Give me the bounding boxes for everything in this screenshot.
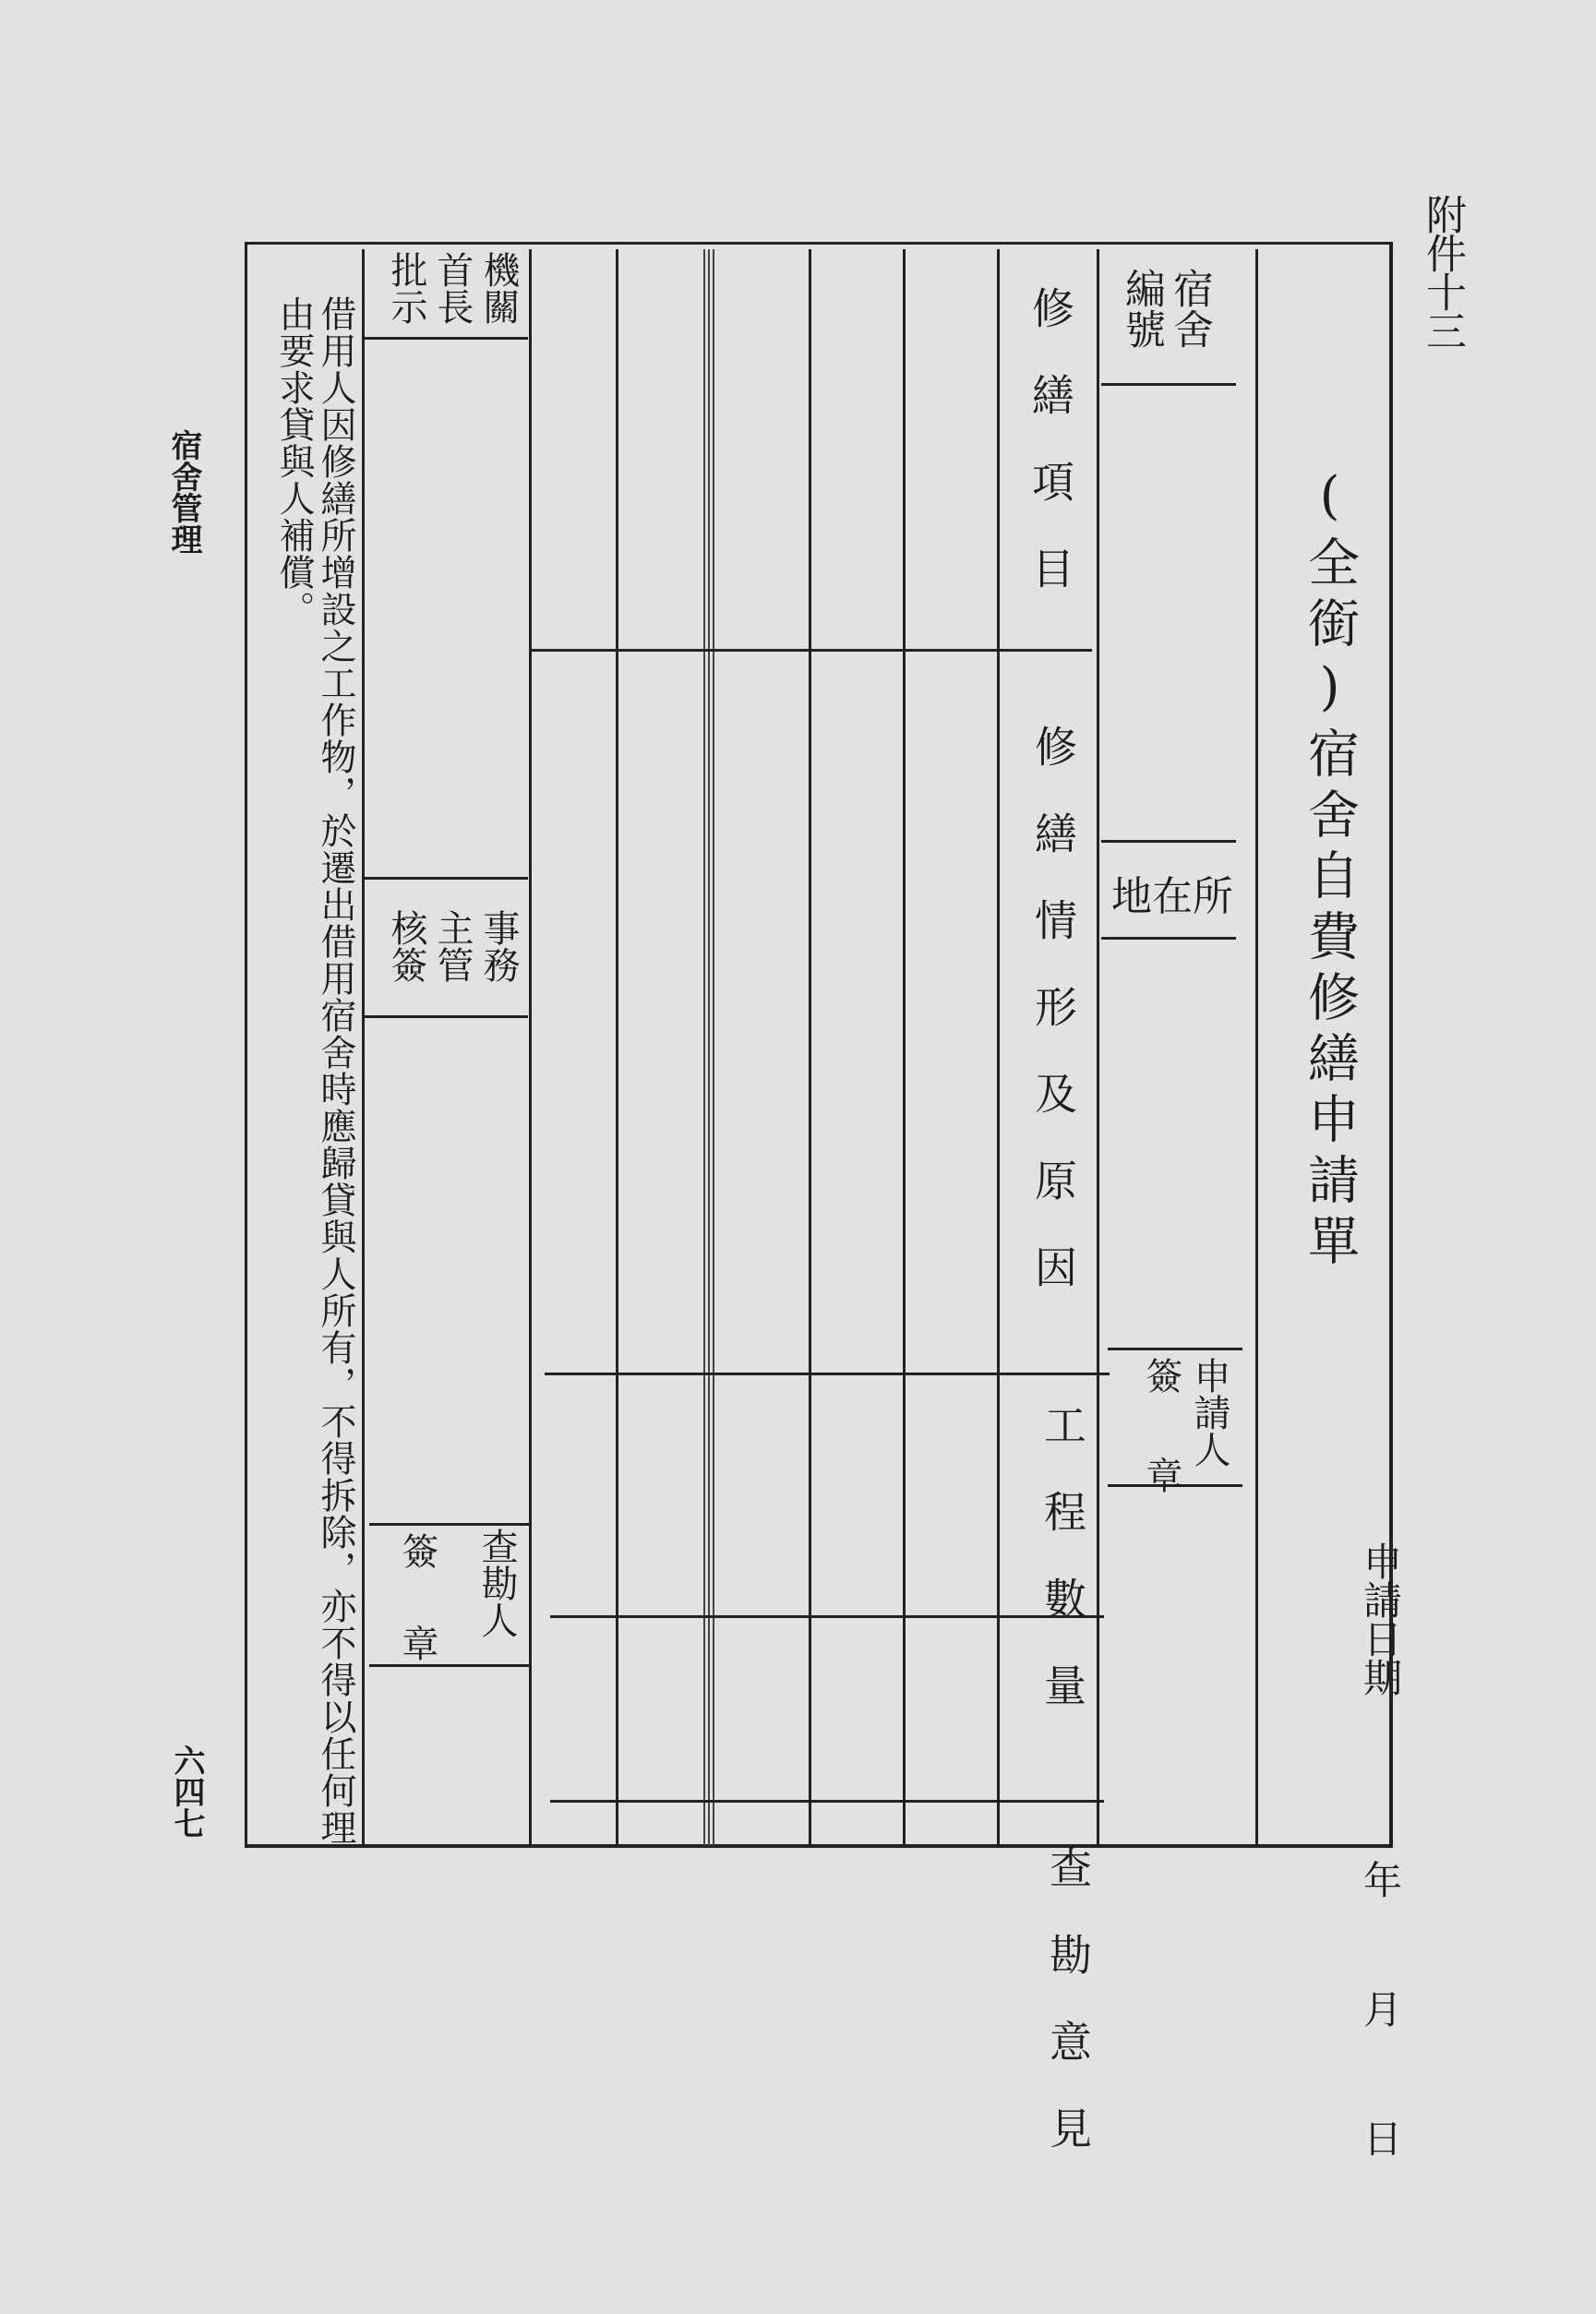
footnote-line-2: 由要求貸與人補償。	[273, 295, 315, 628]
line-h-inspector-bottom	[369, 1664, 531, 1667]
dorm-number-label: 宿舍編號	[1118, 268, 1213, 349]
footnote-line-1: 借用人因修繕所增設之工作物，於遷出借用宿舍時應歸貸與人所有，不得拆除，亦不得以任何理	[315, 295, 356, 1846]
line-v-2	[1097, 249, 1099, 1846]
line-v-9	[362, 249, 365, 1846]
applicant-sign-label: 簽章	[1140, 1357, 1182, 1493]
date-label: 申請日期	[1358, 1541, 1403, 1697]
date-month: 月	[1358, 1989, 1403, 2028]
repair-reason-label: 修繕情形及原因	[1028, 725, 1078, 1332]
repair-items-label: 修繕項目	[1026, 286, 1075, 633]
line-h-loc-bottom	[1101, 937, 1236, 940]
frame-bottom-border	[245, 1844, 1393, 1848]
affairs-head-label: 事務主管核簽	[385, 909, 520, 983]
attachment-label: 附件十三	[1419, 194, 1466, 349]
form-title: (全銜)宿舍自費修繕申請單	[1300, 466, 1360, 1275]
line-v-4	[903, 249, 906, 1846]
line-h-quantity	[550, 1615, 1104, 1618]
line-h-affairs-bottom	[362, 1015, 528, 1018]
head-instruction-label: 機關首長批示	[385, 251, 520, 325]
line-h-applicant-top	[1108, 1348, 1242, 1350]
date-day: 日	[1358, 2118, 1403, 2157]
line-h-dorm	[1101, 383, 1236, 386]
line-h-affairs-top	[362, 877, 528, 880]
line-v-3	[997, 249, 1000, 1846]
running-head: 宿舍管理	[165, 429, 202, 555]
fold-line	[703, 249, 714, 1846]
line-h-items	[529, 649, 1092, 652]
line-h-inspection	[550, 1800, 1104, 1803]
line-h-inspector-top	[369, 1523, 531, 1526]
line-v-5	[809, 249, 811, 1846]
applicant-label: 申請人	[1188, 1357, 1230, 1468]
inspector-label: 查勘人	[475, 1528, 518, 1638]
inspector-sign-label: 簽章	[396, 1532, 438, 1661]
location-label: 所在地	[1111, 873, 1233, 920]
line-v-1	[1255, 249, 1258, 1846]
line-h-loc-top	[1101, 840, 1236, 843]
quantity-label: 工程數量	[1038, 1403, 1087, 1750]
line-v-7	[616, 249, 618, 1846]
date-year: 年	[1358, 1860, 1403, 1899]
line-h-reason	[545, 1373, 1110, 1375]
inspection-label: 查勘意見	[1043, 1846, 1093, 2193]
frame-top-border	[245, 242, 1393, 245]
line-v-8	[529, 249, 532, 1846]
page-number: 六四七	[168, 1744, 205, 1839]
frame-left-border	[245, 242, 247, 1848]
